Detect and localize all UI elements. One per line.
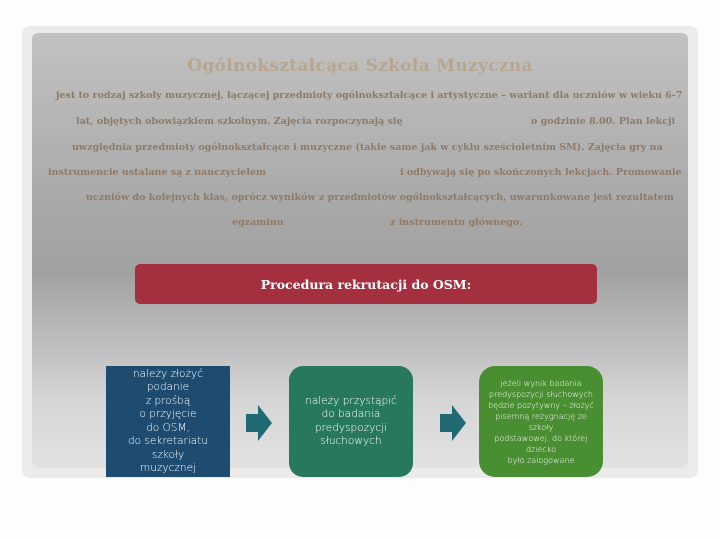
- step-1-text: należy złożyć podanie z prośbą o przyjęcie do OSM, do sekretariatu szkoły muzycznej: [128, 367, 208, 474]
- paragraph-line-3: uwzględnia przedmioty ogólnokształcące i muzyczne (takie same jak w cyklu sześcioletnim SM). Zajęcia gry na: [72, 142, 663, 153]
- recruitment-banner-label: Procedura rekrutacji do OSM:: [260, 276, 472, 292]
- arrow-right-icon: [440, 405, 466, 441]
- paragraph-line-1: jest to rodzaj szkoły muzycznej, łączącej przedmioty ogólnokształcące i artystyczne – wariant dla uczniów w wieku 6-7: [56, 90, 683, 101]
- step-3-box: [479, 366, 603, 477]
- step-2-text: należy przystąpić do badania predyspozycji słuchowych: [305, 394, 397, 447]
- paragraph-line-4b: i odbywają się po skończonych lekcjach. Promowanie: [400, 167, 682, 178]
- paragraph-line-2b: o godzinie 8.00. Plan lekcji: [531, 116, 676, 127]
- step-1-box: [106, 366, 230, 477]
- slide-title: Ogólnokształcąca Szkoła Muzyczna: [187, 56, 533, 76]
- paragraph-line-2a: lat, objętych obowiązkiem szkolnym. Zajęcia rozpoczynają się: [76, 116, 403, 127]
- paragraph-line-5: uczniów do kolejnych klas, oprócz wyników z przedmiotów ogólnokształcących, uwarunkowane jest rezultatem: [86, 192, 674, 203]
- paragraph-line-6a: egzaminu: [232, 217, 284, 228]
- recruitment-banner: [135, 264, 597, 304]
- step-3-text: jeżeli wynik badania predyspozycji słuchowych będzie pozytywny – złożyć pisemną rezygnację ze szkoły podstawowej, do której dziecko było zalogowane: [488, 378, 594, 465]
- paragraph-line-4a: instrumencie ustalane są z nauczycielem: [48, 167, 267, 178]
- paragraph-line-6b: z instrumentu głównego.: [390, 217, 523, 228]
- arrow-right-icon: [246, 405, 272, 441]
- step-2-box: [289, 366, 413, 477]
